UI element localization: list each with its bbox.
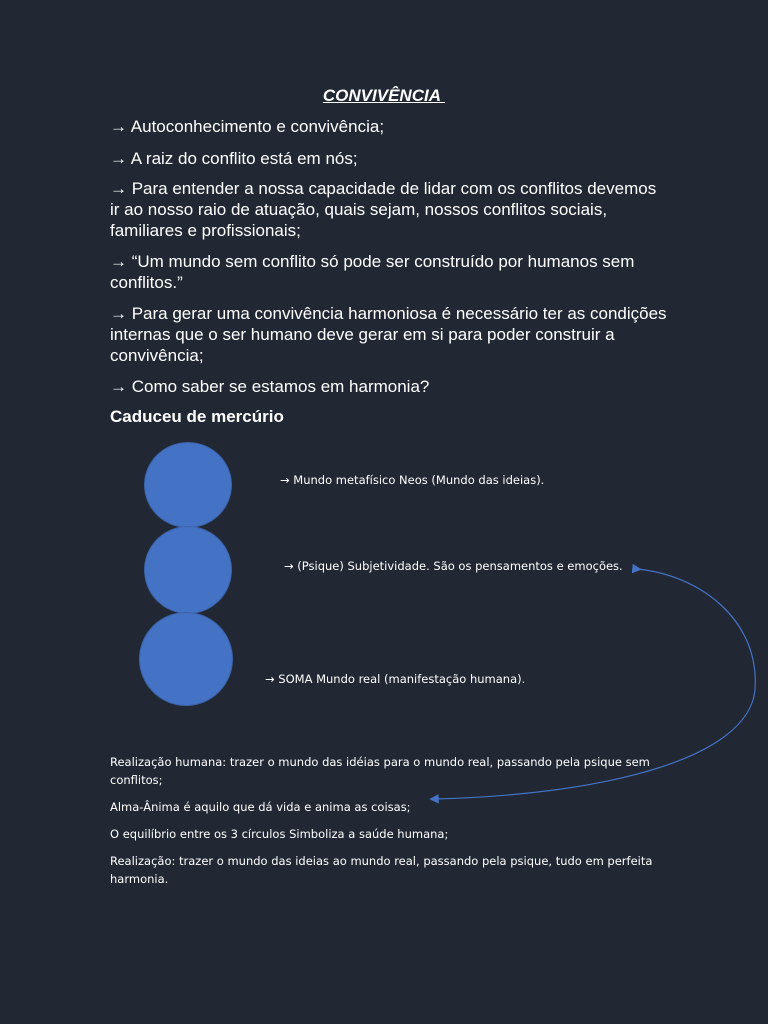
label-psique: → (Psique) Subjetividade. São os pensamentos e emoções. [284,559,623,573]
paragraph-convivencia-harmoniosa: → Para gerar uma convivência harmoniosa é necessário ter as condições internas que o ser humano deve gerar em si para poder construir a convivência; [110,304,667,365]
paragraph-citacao: → “Um mundo sem conflito só pode ser construído por humanos sem conflitos.” [110,252,635,292]
label-neos: → Mundo metafísico Neos (Mundo das ideias). [280,473,545,487]
note-realizacao: Realização: trazer o mundo das ideias ao mundo real, passando pela psique, tudo em perfeita harmonia. [110,854,653,886]
note-equilibrio: O equilíbrio entre os 3 círculos Simboliza a saúde humana; [110,827,449,841]
paragraph-autoconhecimento: → Autoconhecimento e convivência; [110,117,385,136]
label-soma: → SOMA Mundo real (manifestação humana). [265,672,526,686]
page-title: CONVIVÊNCIA [322,86,446,105]
paragraph-harmonia-pergunta: → Como saber se estamos em harmonia? [110,377,430,396]
paragraph-raiz-conflito: → A raiz do conflito está em nós; [110,149,358,168]
note-alma-anima: Alma-Ânima é aquilo que dá vida e anima as coisas; [110,800,411,814]
section-heading-caduceu: Caduceu de mercúrio [110,407,284,426]
note-realizacao-humana: Realização humana: trazer o mundo das idéias para o mundo real, passando pela psique sem conflitos; [110,755,650,787]
paragraph-capacidade-conflitos: → Para entender a nossa capacidade de lidar com os conflitos devemos ir ao nosso raio de atuação, quais sejam, nossos conflitos sociais, familiares e profissionais; [110,179,657,240]
